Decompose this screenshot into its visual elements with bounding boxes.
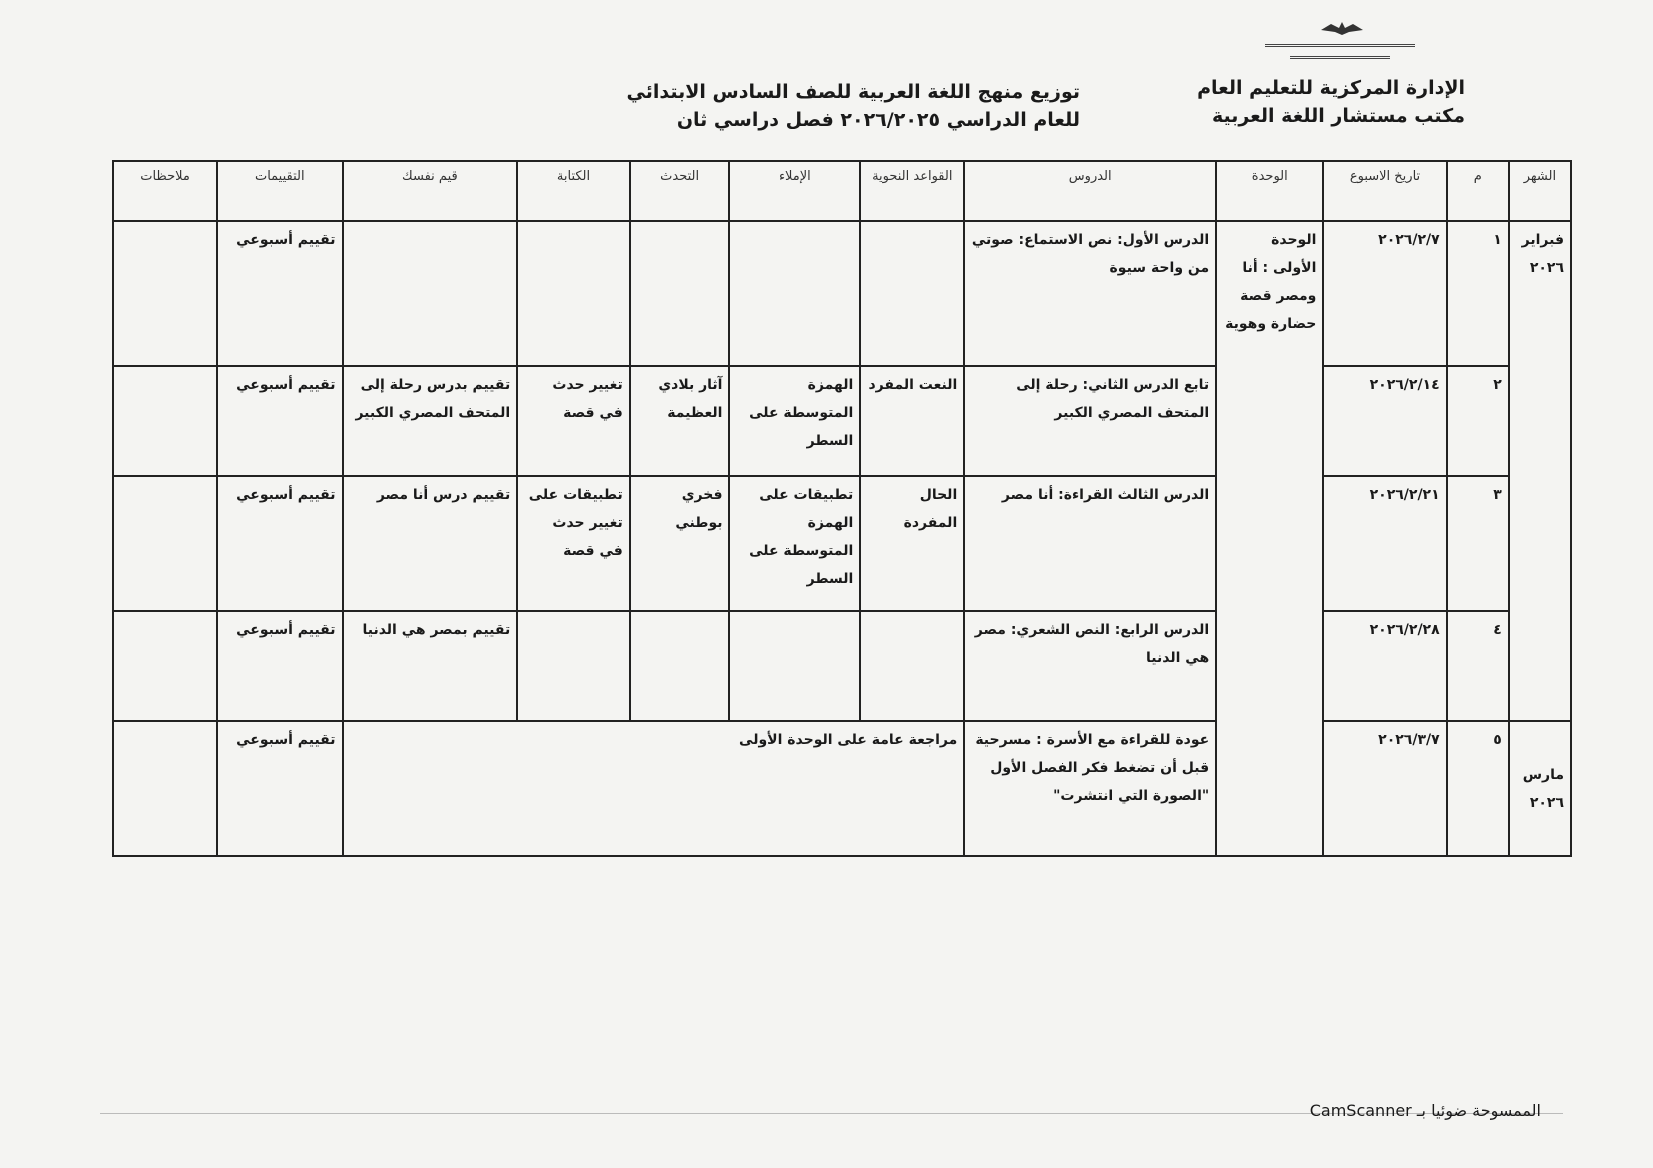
col-writing: الكتابة xyxy=(517,161,630,221)
month-cell: مارس ٢٠٢٦ xyxy=(1509,721,1571,856)
table-row xyxy=(113,366,1571,476)
row-number: ٤ xyxy=(1447,611,1509,721)
week-date: ٢٠٢٦/٢/١٤ xyxy=(1323,366,1446,476)
assessment-cell: تقييم أسبوعي xyxy=(217,721,342,856)
speaking-cell xyxy=(630,221,730,366)
notes-cell xyxy=(113,611,217,721)
speaking-cell: آثار بلادي العظيمة xyxy=(630,366,730,476)
row-number: ١ xyxy=(1447,221,1509,366)
self-eval-cell: تقييم بدرس رحلة إلى المتحف المصري الكبير xyxy=(343,366,518,476)
scanner-watermark: الممسوحة ضوئيا بـ CamScanner xyxy=(1309,1101,1541,1120)
lessons-cell: الدرس الرابع: النص الشعري: مصر هي الدنيا xyxy=(964,611,1216,721)
assessment-cell: تقييم أسبوعي xyxy=(217,611,342,721)
eagle-emblem-icon xyxy=(1319,20,1365,36)
week-date: ٢٠٢٦/٣/٧ xyxy=(1323,721,1446,856)
table-header-row xyxy=(113,161,1571,221)
col-notes: ملاحظات xyxy=(113,161,217,221)
col-dictation: الإملاء xyxy=(729,161,860,221)
col-unit: الوحدة xyxy=(1216,161,1323,221)
col-week-date: تاريخ الاسبوع xyxy=(1323,161,1446,221)
dictation-cell xyxy=(729,611,860,721)
notes-cell xyxy=(113,476,217,611)
writing-cell: تغيير حدث في قصة xyxy=(517,366,630,476)
ministry-logo xyxy=(1245,20,1435,74)
week-date: ٢٠٢٦/٢/٢٨ xyxy=(1323,611,1446,721)
lessons-cell: تابع الدرس الثاني: رحلة إلى المتحف المصري الكبير xyxy=(964,366,1216,476)
unit-cell: الوحدة الأولى : أنا ومصر قصة حضارة وهوية xyxy=(1216,221,1323,856)
grammar-cell: الحال المفردة xyxy=(860,476,964,611)
table-row xyxy=(113,221,1571,366)
org-header xyxy=(1197,20,1465,130)
table-row xyxy=(113,721,1571,856)
dictation-cell: الهمزة المتوسطة على السطر xyxy=(729,366,860,476)
col-lessons: الدروس xyxy=(964,161,1216,221)
dictation-cell: تطبيقات على الهمزة المتوسطة على السطر xyxy=(729,476,860,611)
week-date: ٢٠٢٦/٢/٢١ xyxy=(1323,476,1446,611)
row-number: ٢ xyxy=(1447,366,1509,476)
writing-cell xyxy=(517,611,630,721)
col-speaking: التحدث xyxy=(630,161,730,221)
document-title xyxy=(626,78,1080,134)
writing-cell xyxy=(517,221,630,366)
curriculum-table xyxy=(112,160,1572,857)
assessment-cell: تقييم أسبوعي xyxy=(217,221,342,366)
dictation-cell xyxy=(729,221,860,366)
table-row xyxy=(113,611,1571,721)
notes-cell xyxy=(113,721,217,856)
notes-cell xyxy=(113,221,217,366)
col-assessments: التقييمات xyxy=(217,161,342,221)
title-line-2: للعام الدراسي ٢٠٢٦/٢٠٢٥ فصل دراسي ثان xyxy=(676,109,1080,131)
speaking-cell xyxy=(630,611,730,721)
row-number: ٣ xyxy=(1447,476,1509,611)
lessons-cell: الدرس الأول: نص الاستماع: صوتي من واحة سيوة xyxy=(964,221,1216,366)
grammar-cell xyxy=(860,221,964,366)
table-row xyxy=(113,476,1571,611)
col-grammar: القواعد النحوية xyxy=(860,161,964,221)
self-eval-cell: تقييم درس أنا مصر xyxy=(343,476,518,611)
grammar-cell: النعت المفرد xyxy=(860,366,964,476)
writing-cell: تطبيقات على تغيير حدث في قصة xyxy=(517,476,630,611)
org-line-1: الإدارة المركزية للتعليم العام xyxy=(1197,77,1465,99)
org-line-2: مكتب مستشار اللغة العربية xyxy=(1211,105,1465,127)
self-eval-cell xyxy=(343,221,518,366)
col-number: م xyxy=(1447,161,1509,221)
title-line-1: توزيع منهج اللغة العربية للصف السادس الابتدائي xyxy=(626,81,1080,103)
review-cell: مراجعة عامة على الوحدة الأولى xyxy=(343,721,965,856)
self-eval-cell: تقييم بمصر هي الدنيا xyxy=(343,611,518,721)
notes-cell xyxy=(113,366,217,476)
week-date: ٢٠٢٦/٢/٧ xyxy=(1323,221,1446,366)
col-self-eval: قيم نفسك xyxy=(343,161,518,221)
assessment-cell: تقييم أسبوعي xyxy=(217,476,342,611)
assessment-cell: تقييم أسبوعي xyxy=(217,366,342,476)
month-cell: فبراير ٢٠٢٦ xyxy=(1509,221,1571,721)
lessons-cell: عودة للقراءة مع الأسرة : مسرحية قبل أن تضغط فكر الفصل الأول "الصورة التي انتشرت" xyxy=(964,721,1216,856)
col-month: الشهر xyxy=(1509,161,1571,221)
speaking-cell: فخري بوطني xyxy=(630,476,730,611)
row-number: ٥ xyxy=(1447,721,1509,856)
lessons-cell: الدرس الثالث القراءة: أنا مصر xyxy=(964,476,1216,611)
grammar-cell xyxy=(860,611,964,721)
